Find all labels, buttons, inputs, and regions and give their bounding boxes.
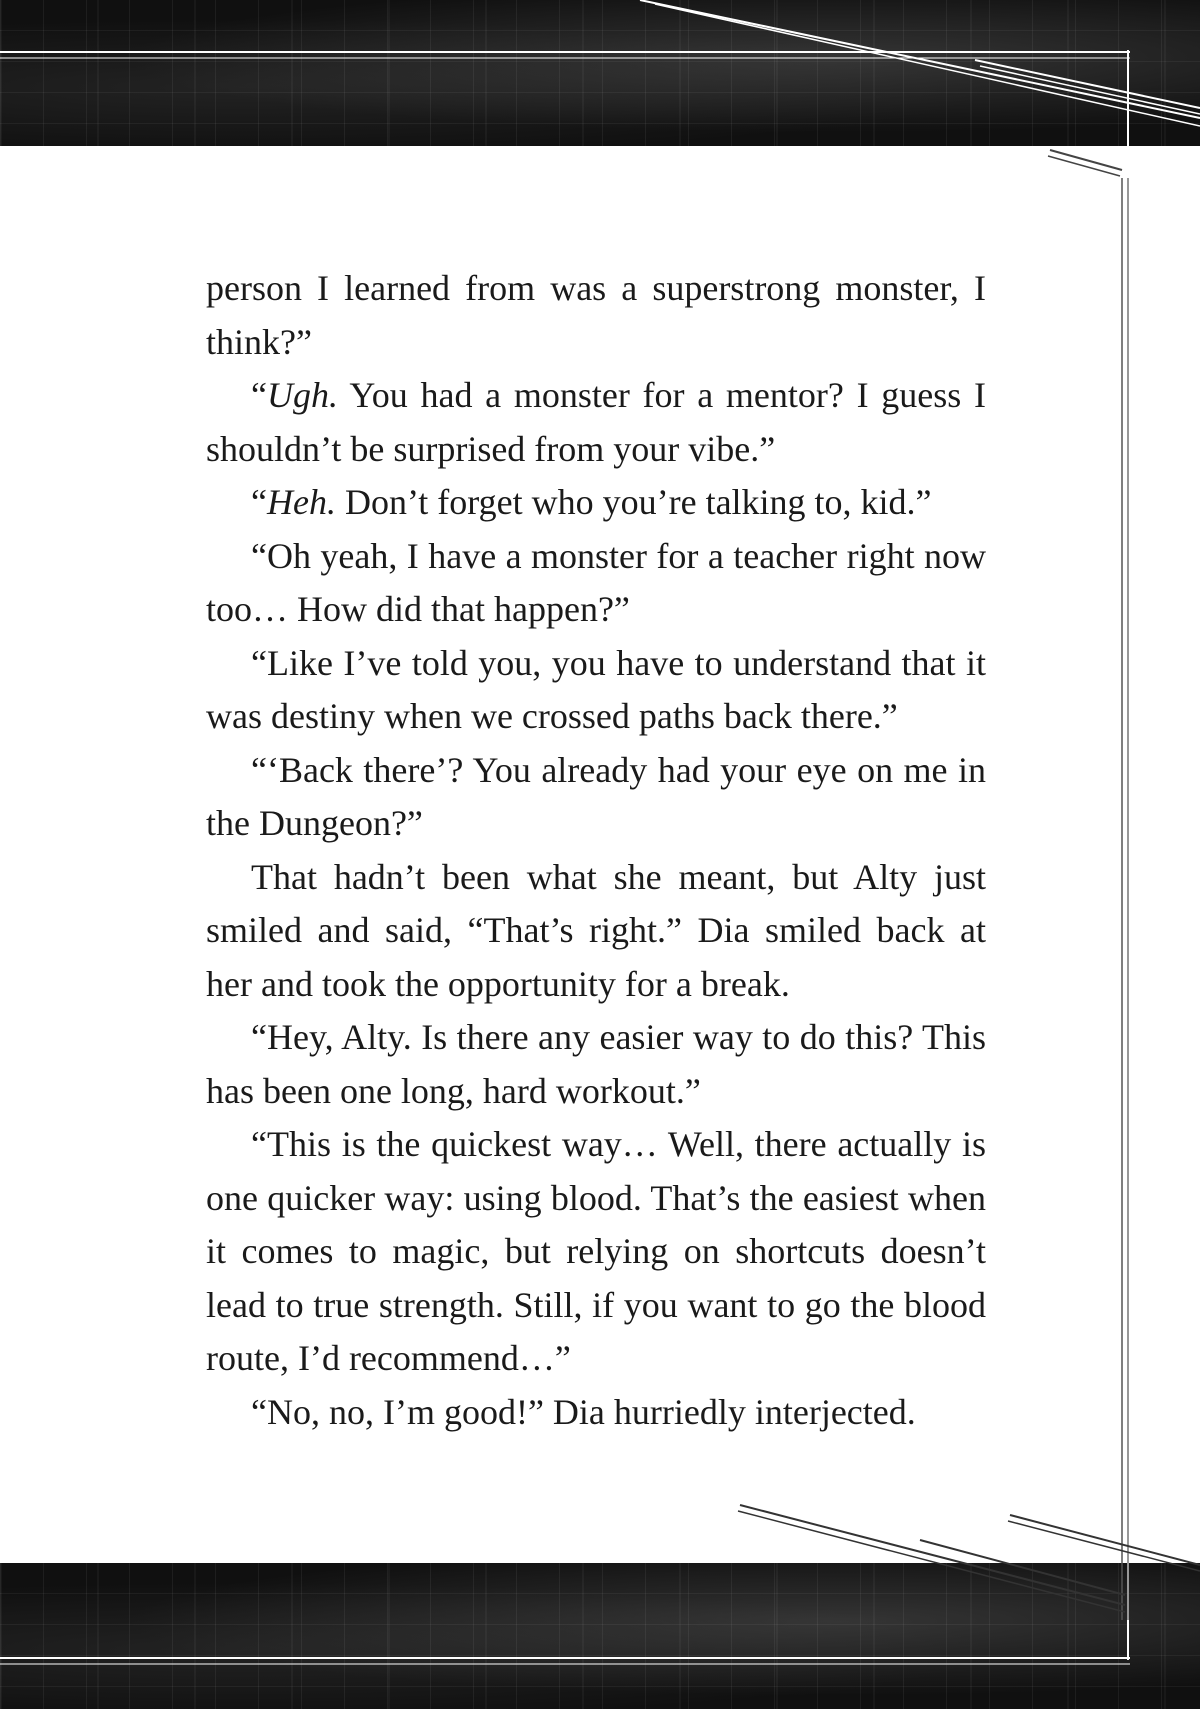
paragraph	[206, 1118, 986, 1386]
paragraph-text: You had a monster for a mentor? I guess I shouldn’t be surprised from your vibe.”	[206, 375, 986, 469]
paragraph-quote: “	[251, 375, 267, 415]
paragraph-text: “Oh yeah, I have a monster for a teacher right now too… How did that happen?”	[206, 535, 986, 629]
book-page-text	[206, 262, 986, 1439]
paragraph	[206, 851, 986, 1012]
paragraph	[206, 637, 986, 744]
paragraph	[206, 1386, 986, 1440]
paragraph-text: That hadn’t been what she meant, but Alty just smiled and said, “That’s right.” Dia smiled back at her and took the opportunity for a break.	[206, 856, 986, 1004]
paragraph-italic: Heh.	[266, 482, 336, 522]
paragraph	[206, 369, 986, 476]
top-decorative-band	[0, 0, 1200, 146]
paragraph	[206, 744, 986, 851]
paragraph-italic: Ugh.	[266, 375, 338, 415]
bottom-decorative-band	[0, 1563, 1200, 1709]
paragraph-text: “No, no, I’m good!” Dia hurriedly interjected.	[251, 1391, 916, 1432]
paragraph-text: “‘Back there’? You already had your eye on me in the Dungeon?”	[206, 749, 986, 843]
paragraph	[206, 476, 986, 530]
paragraph	[206, 1011, 986, 1118]
paragraph	[206, 530, 986, 637]
paragraph-text: “This is the quickest way… Well, there actually is one quicker way: using blood. That’s the easiest when it comes to magic, but relying on shortcuts doesn’t lead to true strength. Still, if you want to go the blood route, I’d recommend…”	[206, 1124, 986, 1378]
paragraph	[206, 262, 986, 369]
paragraph-text: Don’t forget who you’re talking to, kid.”	[335, 482, 932, 522]
paragraph-text: person I learned from was a superstrong monster, I think?”	[206, 268, 986, 362]
paragraph-text: “Like I’ve told you, you have to understand that it was destiny when we crossed paths back there.”	[206, 642, 986, 736]
paragraph-text: “Hey, Alty. Is there any easier way to do this? This has been one long, hard workout.”	[206, 1017, 986, 1111]
paragraph-quote: “	[251, 482, 267, 522]
